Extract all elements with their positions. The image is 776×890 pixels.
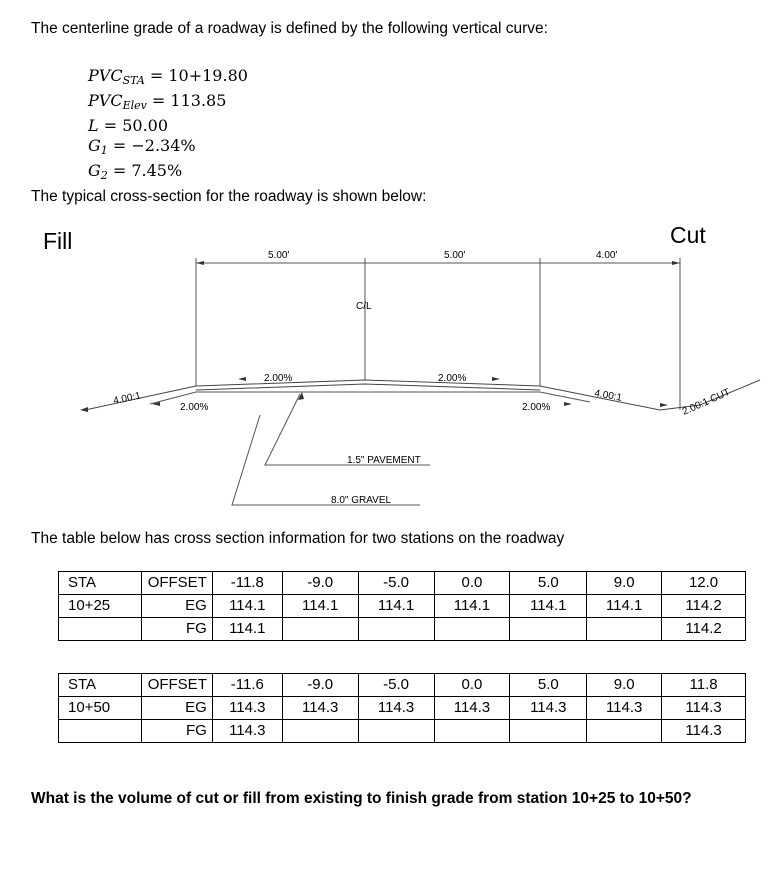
table-cell: 0.0 [434,674,510,697]
station-table-1 [58,571,746,641]
intro-text: The centerline grade of a roadway is defined by the following vertical curve: [31,20,548,37]
table-cell [587,720,662,743]
table-cell: 9.0 [587,674,662,697]
pvc-elevation-line: $PVC_{Elev} = 113.85$ [88,91,227,112]
table-cell: -5.0 [358,572,434,595]
sta-value: 10+50 [59,697,142,720]
curve-length-line: L = 50.00 [88,116,169,135]
right-shoulder-slope-label: 2.00% [522,402,551,413]
offset-label: OFFSET [141,674,212,697]
table-cell [282,618,358,641]
table-row [59,572,746,595]
table-row [59,674,746,697]
left-shoulder-slope-label: 2.00% [180,402,209,413]
sta-label: STA [59,674,142,697]
width-ditch-label: 4.00' [596,250,618,261]
table-cell: 114.3 [358,697,434,720]
table-cell: 114.2 [662,618,746,641]
table-cell [282,720,358,743]
table-caption: The table below has cross section information for two stations on the roadway [31,530,565,547]
table-cell: 114.1 [212,595,282,618]
fg-label: FG [141,720,212,743]
table-cell [510,618,587,641]
pavement-label: 1.5" PAVEMENT [347,455,421,466]
table-cell: 114.1 [358,595,434,618]
fill-label: Fill [43,228,73,254]
table-cell: -5.0 [358,674,434,697]
table-cell: -9.0 [282,674,358,697]
question-text: What is the volume of cut or fill from existing to finish grade from station 10+25 to 10+50? [31,790,692,807]
table-cell: 114.3 [587,697,662,720]
table-cell: -11.6 [212,674,282,697]
cut-slope-label: 2.00:1 CUT [680,386,732,418]
cut-label: Cut [670,222,706,248]
eg-label: EG [141,595,212,618]
table-row [59,720,746,743]
table-cell [510,720,587,743]
sta-label: STA [59,572,142,595]
table-row [59,595,746,618]
table-cell [434,720,510,743]
table-cell: 114.1 [212,618,282,641]
table-cell: 9.0 [587,572,662,595]
table-cell: 114.1 [510,595,587,618]
table-cell: 114.3 [662,720,746,743]
left-lane-slope-label: 2.00% [264,373,293,384]
fill-slope-label: 4.00:1 [112,390,142,407]
offset-label: OFFSET [141,572,212,595]
ditch-slope-label: 4.00:1 [593,388,623,404]
table-cell: 114.2 [662,595,746,618]
table-cell: 0.0 [434,572,510,595]
grade-2-line: $G_2 = 7.45\%$ [88,161,183,182]
table-row [59,697,746,720]
table-cell: 114.3 [662,697,746,720]
section-caption: The typical cross-section for the roadway is shown below: [31,188,427,205]
table-cell: 114.1 [434,595,510,618]
table-cell: 114.3 [510,697,587,720]
right-lane-slope-label: 2.00% [438,373,467,384]
table-cell: 114.3 [212,720,282,743]
width-left-label: 5.00' [268,250,290,261]
table-cell: 5.0 [510,572,587,595]
table-row [59,618,746,641]
table-cell: -9.0 [282,572,358,595]
station-table-2 [58,673,746,743]
table-cell: 114.1 [282,595,358,618]
eg-label: EG [141,697,212,720]
table-cell: 5.0 [510,674,587,697]
table-cell: 114.3 [282,697,358,720]
table-cell: 114.3 [212,697,282,720]
table-cell [434,618,510,641]
fg-label: FG [141,618,212,641]
centerline-label: C/L [356,301,372,312]
table-cell [358,720,434,743]
gravel-label: 8.0" GRAVEL [331,495,392,506]
table-cell: 11.8 [662,674,746,697]
table-cell [59,720,142,743]
table-cell: 12.0 [662,572,746,595]
grade-1-line: $G_1 = -2.34\%$ [88,136,196,157]
pvc-station-line: $PVC_{STA} = 10+19.80$ [88,66,248,87]
table-cell [358,618,434,641]
table-cell: -11.8 [212,572,282,595]
width-right-label: 5.00' [444,250,466,261]
table-cell: 114.3 [434,697,510,720]
table-cell [59,618,142,641]
table-cell [587,618,662,641]
sta-value: 10+25 [59,595,142,618]
table-cell: 114.1 [587,595,662,618]
